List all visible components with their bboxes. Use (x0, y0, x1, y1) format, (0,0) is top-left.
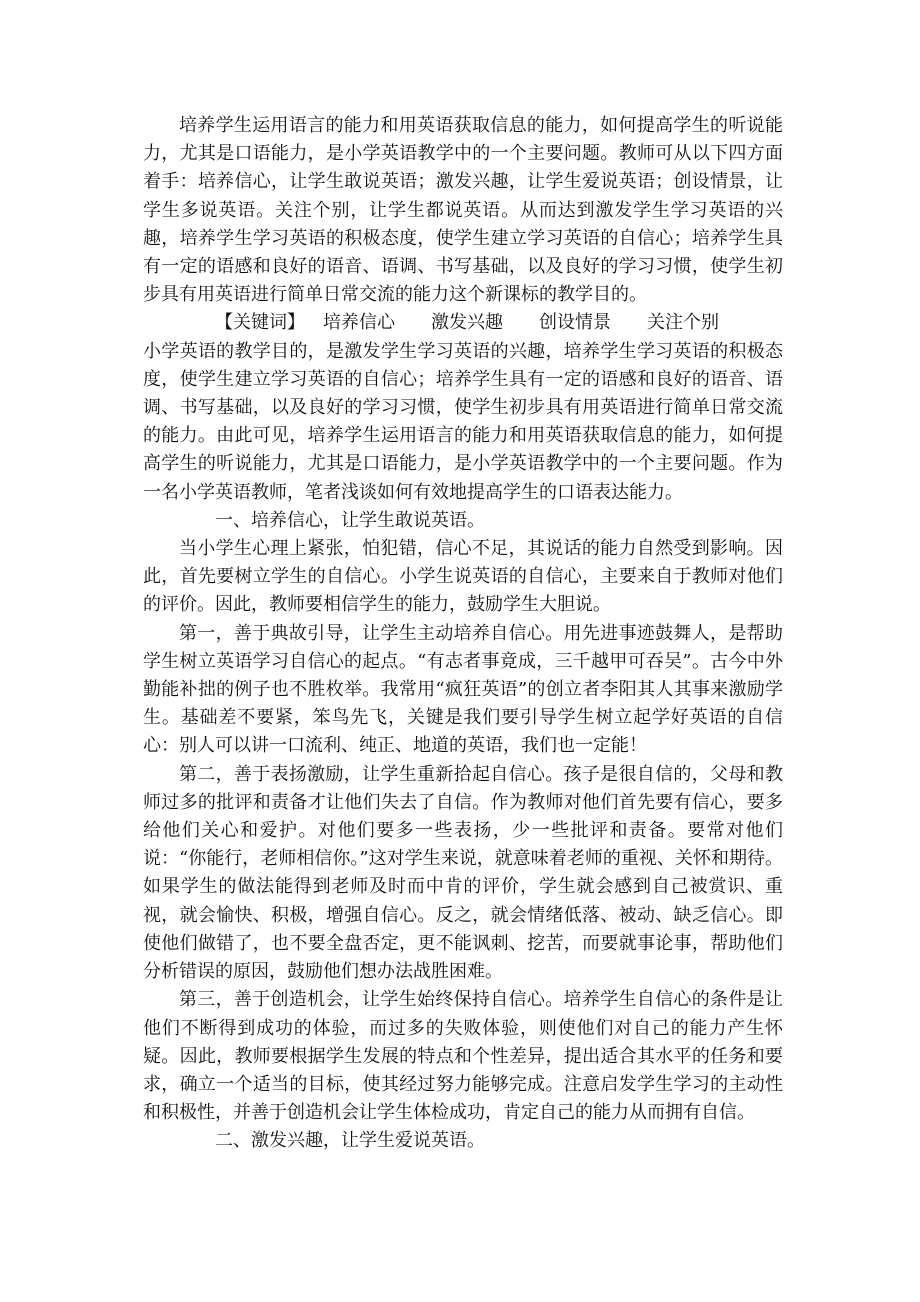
body-paragraph: 当小学生心理上紧张，怕犯错，信心不足，其说话的能力自然受到影响。因此，首先要树立学生的自信心。小学生说英语的自信心，主要来自于教师对他们的评价。因此，教师要相信学生的能力，鼓励学生大胆说。 (143, 538, 783, 616)
keyword-item: 关注个别 (647, 312, 719, 334)
body-paragraph: 第三，善于创造机会，让学生始终保持自信心。培养学生自信心的条件是让他们不断得到成功的体验，而过多的失败体验，则使他们对自己的能力产生怀疑。因此，教师要根据学生发展的特点和个性差异，提出适合其水平的任务和要求，确立一个适当的目标，使其经过努力能够完成。注意启发学生学习的主动性和积极性，并善于创造机会让学生体检成功，肯定自己的能力从而拥有自信。 (143, 989, 783, 1124)
keywords-line (143, 309, 783, 337)
intro-paragraph: 小学英语的教学目的，是激发学生学习英语的兴趣，培养学生学习英语的积极态度，使学生建立学习英语的自信心；培养学生具有一定的语感和良好的语音、语调、书写基础，以及良好的学习习惯，使学生初步具有用英语进行简单日常交流的能力。由此可见，培养学生运用语言的能力和用英语获取信息的能力，如何提高学生的听说能力，尤其是口语能力，是小学英语教学中的一个主要问题。作为一名小学英语教师，笔者浅谈如何有效地提高学生的口语表达能力。 (143, 340, 783, 503)
keywords-label: 【关键词】 (215, 312, 305, 334)
body-paragraph: 第一，善于典故引导，让学生主动培养自信心。用先进事迹鼓舞人，是帮助学生树立英语学习自信心的起点。“有志者事竟成，三千越甲可吞吴”。古今中外勤能补拙的例子也不胜枚举。我常用“疯狂英语”的创立者李阳其人其事来激励学生。基础差不要紧，笨鸟先飞，关键是我们要引导学生树立起学好英语的自信心：别人可以讲一口流利、纯正、地道的英语，我们也一定能！ (143, 622, 783, 757)
abstract-paragraph: 培养学生运用语言的能力和用英语获取信息的能力，如何提高学生的听说能力，尤其是口语能力，是小学英语教学中的一个主要问题。教师可从以下四方面着手：培养信心，让学生敢说英语；激发兴趣，让学生爱说英语；创设情景，让学生多说英语。关注个别，让学生都说英语。从而达到激发学生学习英语的兴趣，培养学生学习英语的积极态度，使学生建立学习英语的自信心；培养学生具有一定的语感和良好的语音、语调、书写基础，以及良好的学习习惯，使学生初步具有用英语进行简单日常交流的能力这个新课标的教学目的。 (143, 115, 783, 306)
keyword-item: 创设情景 (539, 312, 611, 334)
keyword-item: 培养信心 (323, 312, 395, 334)
body-paragraph: 第二，善于表扬激励，让学生重新拾起自信心。孩子是很自信的，父母和教师过多的批评和责备才让他们失去了自信。作为教师对他们首先要有信心，要多给他们关心和爱护。对他们要多一些表扬，少一些批评和责备。要常对他们说：“你能行，老师相信你。”这对学生来说，就意味着老师的重视、关怀和期待。如果学生的做法能得到老师及时而中肯的评价，学生就会感到自己被赏识、重视，就会愉快、积极，增强自信心。反之，就会情绪低落、被动、缺乏信心。即使他们做错了，也不要全盘否定，更不能讽刺、挖苦，而要就事论事，帮助他们分析错误的原因，鼓励他们想办法战胜困难。 (143, 763, 783, 983)
section-heading-2: 二、激发兴趣，让学生爱说英语。 (215, 1130, 485, 1152)
section-heading-1: 一、培养信心，让学生敢说英语。 (215, 509, 485, 531)
keyword-item: 激发兴趣 (431, 312, 503, 334)
document-page (143, 112, 783, 1156)
